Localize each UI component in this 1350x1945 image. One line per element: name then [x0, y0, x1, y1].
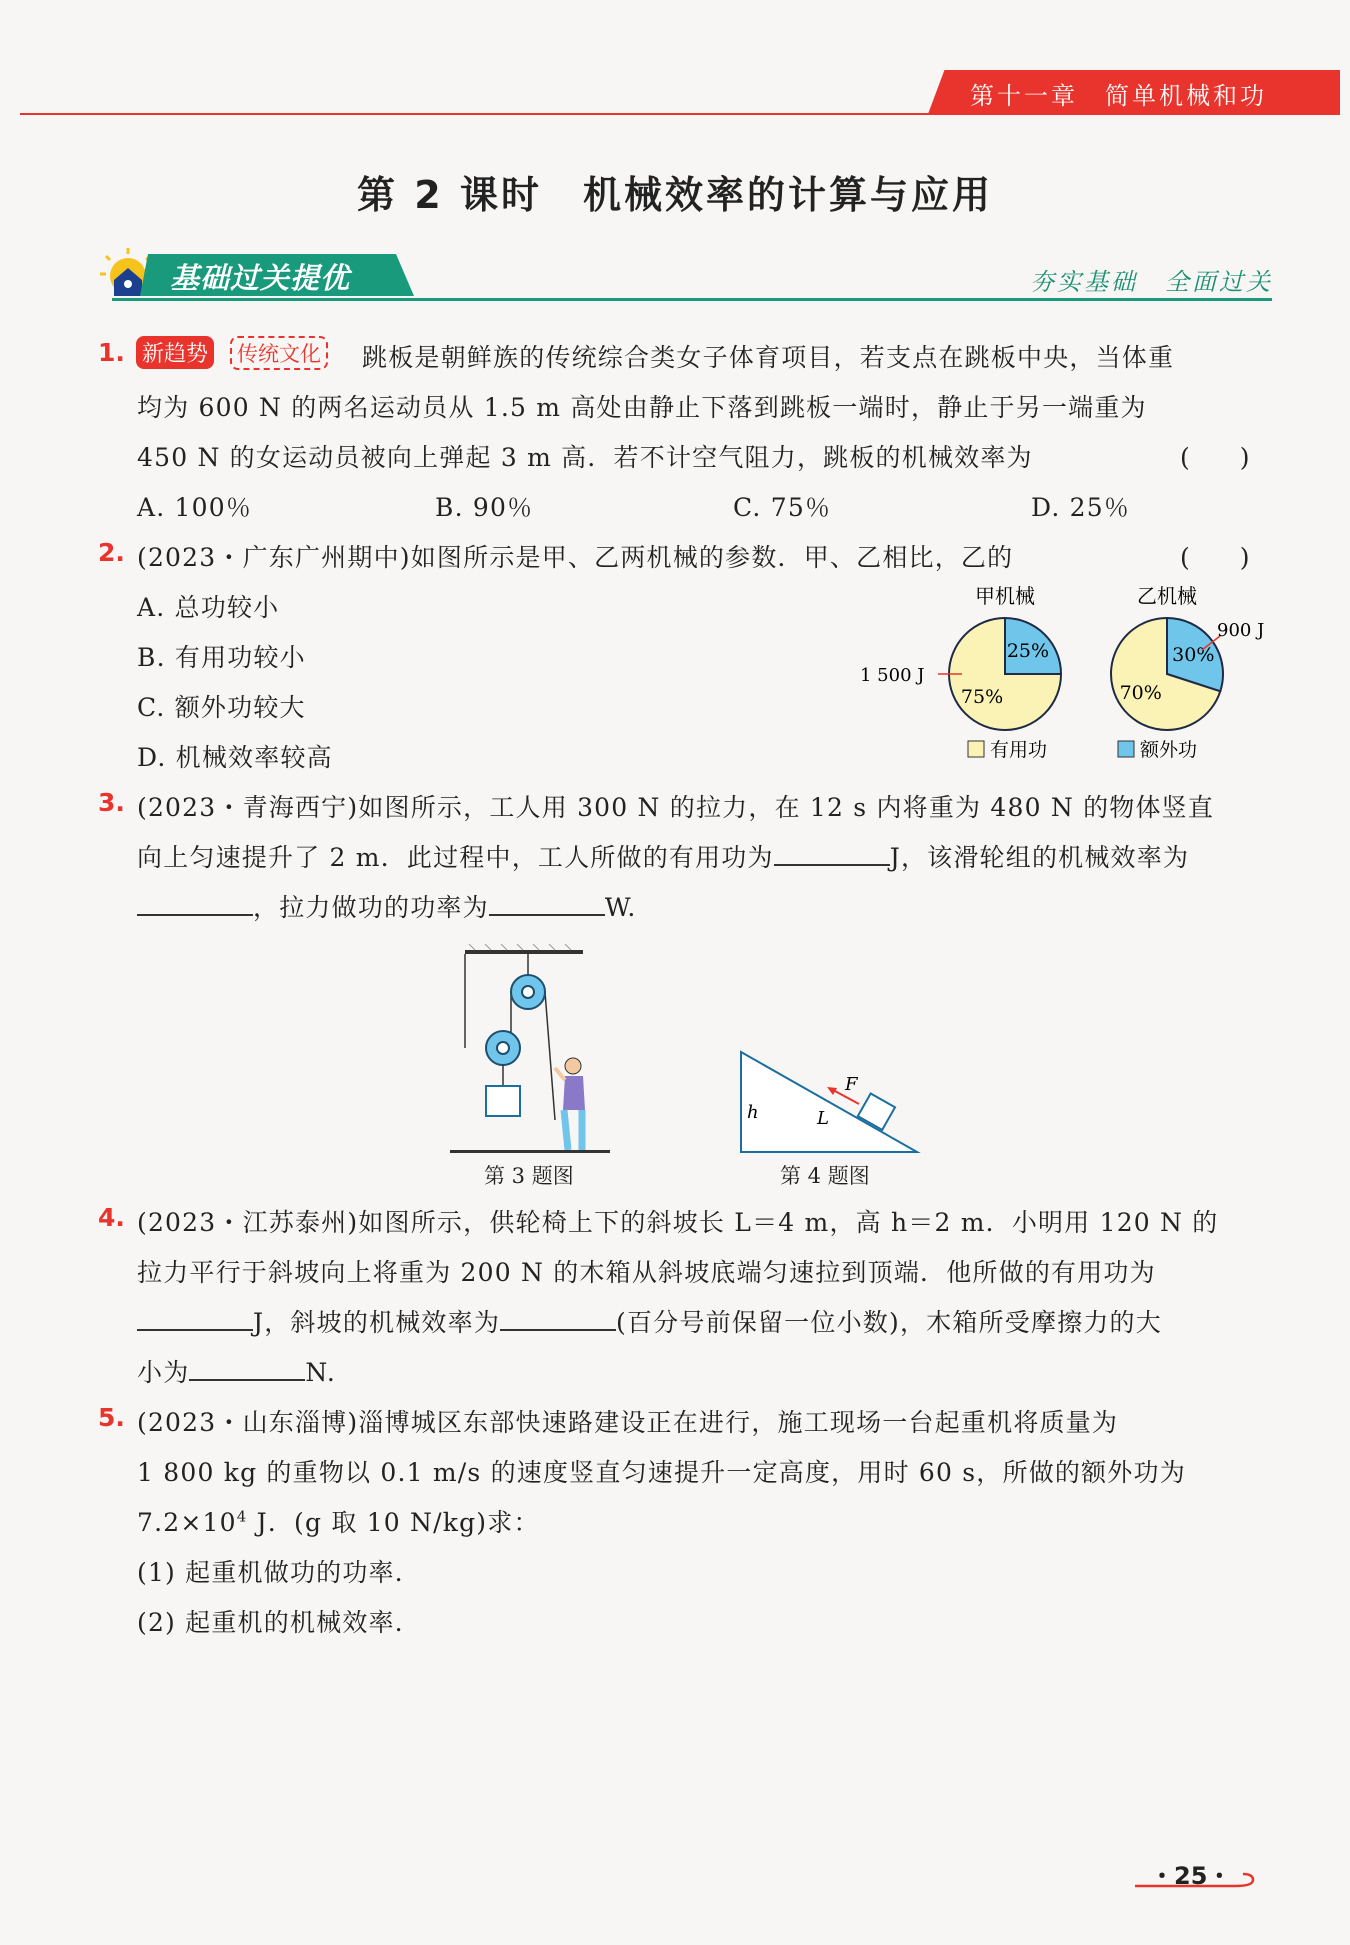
legend-label: 额外功 [1140, 739, 1198, 761]
question-text: (2023・青海西宁)如图所示，工人用 300 N 的拉力，在 12 s 内将重为 480 N 的物体竖直 [137, 793, 1215, 822]
question-text: 均为 600 N 的两名运动员从 1.5 m 高处由静止下落到跳板一端时，静止于另一端重为 [137, 393, 1147, 422]
page-number: ・25・ [1150, 1862, 1232, 1890]
question-text: 拉力平行于斜坡向上将重为 200 N 的木箱从斜坡底端匀速拉到顶端．他所做的有用功为 [137, 1258, 1156, 1287]
answer-blank[interactable] [774, 842, 890, 866]
answer-blank[interactable] [137, 1307, 253, 1331]
incline-figure [735, 1040, 925, 1155]
pie-slice-label: 70% [1119, 682, 1162, 705]
legend-label: 有用功 [990, 739, 1048, 761]
sub-question: (1) 起重机做功的功率． [137, 1558, 421, 1587]
section-rule [112, 298, 1272, 301]
answer-blank[interactable] [500, 1307, 616, 1331]
answer-blank[interactable] [489, 892, 605, 916]
question-number: 1. [98, 338, 125, 367]
question-text: J，斜坡的机械效率为 (百分号前保留一位小数)，木箱所受摩擦力的大 [137, 1303, 1162, 1339]
question-text: 向上匀速提升了 2 m．此过程中，工人所做的有用功为 J，该滑轮组的机械效率为 [137, 843, 1190, 872]
question-text: ，拉力做功的功率为 W. [137, 888, 637, 924]
label-h: h [747, 1102, 759, 1123]
section-slogan: 夯实基础 全面过关 [1030, 268, 1273, 296]
chart-title: 乙机械 [1137, 584, 1197, 608]
option-d: D. 机械效率较高 [137, 743, 333, 772]
figure-caption: 第 4 题图 [780, 1164, 870, 1188]
header-rule [20, 113, 1340, 115]
question-number: 4. [98, 1203, 125, 1232]
figure-caption: 第 3 题图 [484, 1164, 574, 1188]
legend-swatch-extra [1118, 741, 1134, 757]
pie-slice-label: 30% [1172, 643, 1215, 666]
legend-swatch-useful [968, 741, 984, 757]
question-text: (2023・广东广州期中)如图所示是甲、乙两机械的参数．甲、乙相比，乙的 [137, 543, 1014, 572]
option-b: B. 90％ [435, 493, 534, 522]
sub-question: (2) 起重机的机械效率． [137, 1608, 421, 1637]
answer-blank[interactable] [137, 892, 253, 916]
answer-parentheses: ( ) [1180, 543, 1250, 572]
option-d: D. 25％ [1031, 493, 1131, 522]
weight-block [486, 1086, 520, 1116]
new-trend-tag: 新趋势 [136, 336, 214, 369]
option-a: A. 100％ [137, 493, 253, 522]
question-number: 3. [98, 788, 125, 817]
option-c: C. 额外功较大 [137, 693, 306, 722]
pie-chart-figure [850, 578, 1280, 768]
section-label: 基础过关提优 [170, 261, 351, 295]
fixed-pulley [511, 975, 545, 1009]
callout-label: 900 J [1217, 620, 1265, 641]
culture-tag: 传统文化 [230, 336, 328, 370]
pie-slice-label: 75% [960, 685, 1004, 708]
question-text: $7.2\times 10^4$ J．(g 取 10 N/kg)求： [137, 1507, 540, 1537]
answer-parentheses: ( ) [1180, 443, 1250, 472]
lesson-title: 第 2 课时 机械效率的计算与应用 [357, 173, 993, 217]
answer-blank[interactable] [189, 1357, 305, 1381]
question-number: 2. [98, 538, 125, 567]
movable-pulley [486, 1031, 520, 1065]
label-L: L [817, 1108, 829, 1129]
question-text: 小为 N. [137, 1358, 337, 1387]
question-number: 5. [98, 1403, 125, 1432]
question-text: 1 800 kg 的重物以 0.1 m/s 的速度竖直匀速提升一定高度，用时 60 s，所做的额外功为 [137, 1458, 1186, 1487]
question-text: (2023・山东淄博)淄博城区东部快速路建设正在进行，施工现场一台起重机将质量为 [137, 1408, 1119, 1437]
question-text: 450 N 的女运动员被向上弹起 3 m 高．若不计空气阻力，跳板的机械效率为 [137, 443, 1033, 472]
pulley-figure [445, 940, 630, 1155]
question-text: 跳板是朝鲜族的传统综合类女子体育项目，若支点在跳板中央，当体重 [362, 343, 1175, 372]
pie-chart-a [949, 618, 1061, 730]
callout-label: 1 500 J [860, 665, 925, 686]
option-c: C. 75％ [733, 493, 832, 522]
chapter-title: 第十一章 简单机械和功 [970, 82, 1267, 110]
question-text: (2023・江苏泰州)如图所示，供轮椅上下的斜坡长 L＝4 m，高 h＝2 m．小明用 120 N 的 [137, 1208, 1219, 1237]
page-swoosh [1135, 1872, 1265, 1892]
chart-title: 甲机械 [975, 584, 1035, 608]
worker-icon [555, 1058, 585, 1150]
pie-chart-b [1111, 618, 1223, 730]
label-F: F [845, 1074, 858, 1095]
pie-slice-label: 25% [1006, 640, 1050, 663]
option-a: A. 总功较小 [137, 593, 280, 622]
option-b: B. 有用功较小 [137, 643, 306, 672]
